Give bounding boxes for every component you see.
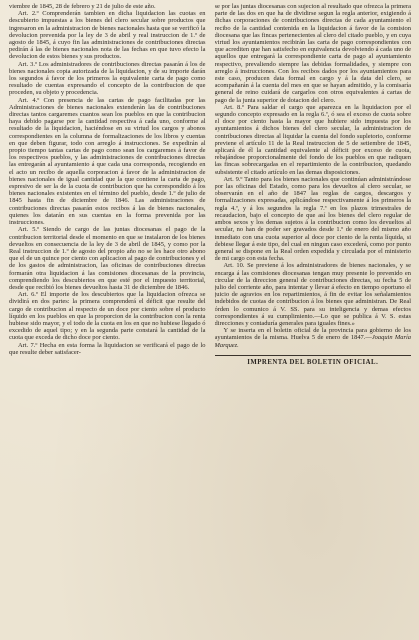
left-column <box>9 3 206 636</box>
closing-paragraph <box>215 327 412 349</box>
closing-text: Y se inserta en el boletin oficial de la provincia para gobierno de los ayuntamientos de la misma. Huelva 5 de enero de 1847. <box>214 327 411 342</box>
paragraph-art-4: Art. 4.º Con presencia de las cartas de pago facilitadas por las Administraciones de bienes nacionales extenderán las de contribuciones directas tantos cargaremes cuantos sean los pueblos en que la contribucion haya debido pagarse por la cantidad respectiva á cada uno, conforme al resultado de la liquidacion, haciéndose en su virtud los cargos y abonos correspondientes en la columna de formalizaciones de los libros y cuentas en que deben figurar, todo con arreglo á instrucciones. Se expedirán al propio tiempo tantas cartas de pago como sean los cargaremes á favor de los respectivos pueblos, y las administraciones de contribuciones directas las entregarán al ayuntamiento á que cada una corresponda, recogiendo en el acto un recibo de aquella corporacion á favor de la administracion de bienes nacionales de igual cantidad que la que contiene la carta de pago, espresivo de ser la de la cuota de contribucion que ha correspondido á los bienes nacionales existentes en el término del pueblo, desde 1.º de julio de 1845 hasta fin de diciembre de 1846. Las administraciones de contribuciones directas pasarán estos recibos á las de bienes nacionales, quienes los datarán en sus cuentas en la forma prevenida por las instrucciones. <box>9 96 206 227</box>
paragraph-art-6: Art. 6.º El importe de los descubiertos que la liquidacion ofrezca se dividirá en dos partes: la primera comprenderá el déficit que resulte del cargo de contribucion al respecto de un doce por ciento sobre el producto líquido en los pueblos en que la proporcion de la contribucion con la renta hubiese sido mayor, y el todo de la cuota en los en que no hubiese llegado ó excedido de aquel tipo; y en la segunda parte constará la cantidad de la cuota que exceda de dicho doce por ciento. <box>9 291 206 342</box>
paragraph-continuation: se por las juntas diocesanas con sujecion al resultado que ofrezca la primera parte de las dos en que ha de dividirse segun la regla anterior, exigiendo á dichas corporaciones de contribuciones directas de cada ayuntamiento el recibo de la cantidad contenida en la liquidacion á favor de la comision diocesana que las fincas pertenecientes al clero del citado pueblo, y en cuya virtud los ayuntamientos recibirán las carta de pago correspondientes con que acrediten que han satisfecho en equivalencia devolviendo á cada uno de aquellos que entregará la correspondiente carta de pago al ayuntamiento respectivo, prevaliendo siempre las debidas formalidades, y siempre con arreglo á instrucciones. Con los recibos dados por los ayuntamientos para este caso, producen data formal en cargo y á la data del clero, se acompañarán á la cuenta del mes en que se hayan admitido, y la comisaría general de reino cuidará de cargarlos con otros equivalentes á cartas de pago de la junta superior de dotacion del clero. <box>214 3 411 104</box>
paragraph: viembre de 1845, 28 de febrero y 21 de julio de este año. <box>9 3 156 10</box>
imprint-line: IMPRENTA DEL BOLETIN OFICIAL. <box>215 355 412 366</box>
signature-name: Joaquin María Marquez. <box>214 334 411 349</box>
paragraph-art-3: Art. 3.º Los administradores de contribuciones directas pasarán á los de bienes nacionales copia autorizada de la liquidacion, y de su importe darán los segundos á favor de los primeros la equivalente carta de pago como resultado de cuentas expresando el concepto de la contribucion de que proceden, su objeto y procedencia. <box>9 60 206 97</box>
paragraph-art-7: Art. 7.º Hecha en esta forma la liquidacion se verificará el pago de lo que resulte deber satisfacer- <box>9 341 206 356</box>
paragraph-art-9: Art. 9.º Tanto para los bienes nacionales que continúan administrándose por las oficinas del Estado, como para los devueltos al clero secular, se observarán en el año de 1847 las reglas de cargos, descargos y formalizaciones expresadas, aplicándose respectivamente á los primeros la regla 4.ª, y á los segundos la regla 7.ª en los plazos trimestrales de recaudacion, bajo el concepto de que así los bienes del clero regular de ambos sexos y los demas sujetos á la contribucion como los devueltos al secular, no han de poder ser gravados desde 1.º de enero del mismo año inmediato con una cuota superior al doce por ciento de la renta líquida, si debiese llegar á este tipo, del cual en ningun caso excederá, como por punto general se dispone en la Real orden expedida y circulada por el ministerio de mi cargo con esta fecha. <box>214 175 411 263</box>
paragraph-art-10: Art. 10. Se previene á los administradores de bienes nacionales, y se encarga á las comisiones diocesanas tengan muy presente lo prevenido en circular de la direccion general de contribuciones directas, su fecha 5 de julio del corriente año, para intentar y llevar á efecto en tiempo oportuno el juicio de agravios en los repartimientos, á fin de evitar los señalamientos indebidos de cuotas de contribucion á los bienes que administran. De Real órden lo comunico á V. SS. para su inteligencia y demas efectos correspondientes á su cumplimiento.—Lo que se publica á V. S. estas direcciones y contaduría generales para iguales fines.» <box>214 262 411 327</box>
signature-dash: — <box>365 334 372 342</box>
paragraph-art-2: Art. 2.º Comprenderán tambien en dicha liquidacion las cuotas en descubierto impuestas a los bienes del clero secular sobre productos que ingresaron en la administracion de bienes nacionales hasta que se verificó la devolucion prevenida por la ley de 3 de abril y real instruccion de 1.º de agosto de 1845, á cuyo fin las administraciones de contribuciones directas pedirán á las de bienes nacionales nota de las fechas en que tuvo efecto la devolucion de estos bienes y sus productos. <box>9 10 206 61</box>
paragraph-art-5: Art. 5.º Siendo de cargo de las juntas diocesanas el pago de la contribucion territorial desde el momento en que se instalaron de los bienes devueltos en consecuencia de la ley de 3 de abril de 1845, y como por la Real instruccion de 1.º de agosto del propio año no se les hace otro abono que el de un quince por ciento con aplicacion al pago de contribuciones y el de los gastos de administracion, las oficinas de contribuciones directas formarán otra liquidacion á las comisiones diocesanas de la provincia, comprendiendo los descubiertos en que esté por el impuesto territorial, desde que recibió los bienes devueltos hasta 31 de diciembre de 1846. <box>9 226 206 291</box>
paragraph-art-8: Art. 8.º Para saldar el cargo que aparezca en la liquidacion por el segundo concepto expresado en la regla 6.ª, ó sea el exceso de cuota sobre el doce por ciento hasta la mayor que hubiere sido impuesta por los ayuntamientos á dichos bienes del clero secular, la administracion de contribuciones directas al liquidar la cuenta del fondo supletorio, conforme previene el artículo 11 de la Real instruccion de 5 de setiembre de 1845, aplicará de él la cantidad equivalente al déficit por exceso de cuota, rebajándose proporcionalmente del fondo de los pueblos en que radiquen las fincas sobrecargadas en el repartimiento de la contribucion, quedando subsistente el citado artículo en las demas disposiciones. <box>214 103 411 176</box>
right-column <box>215 3 412 636</box>
